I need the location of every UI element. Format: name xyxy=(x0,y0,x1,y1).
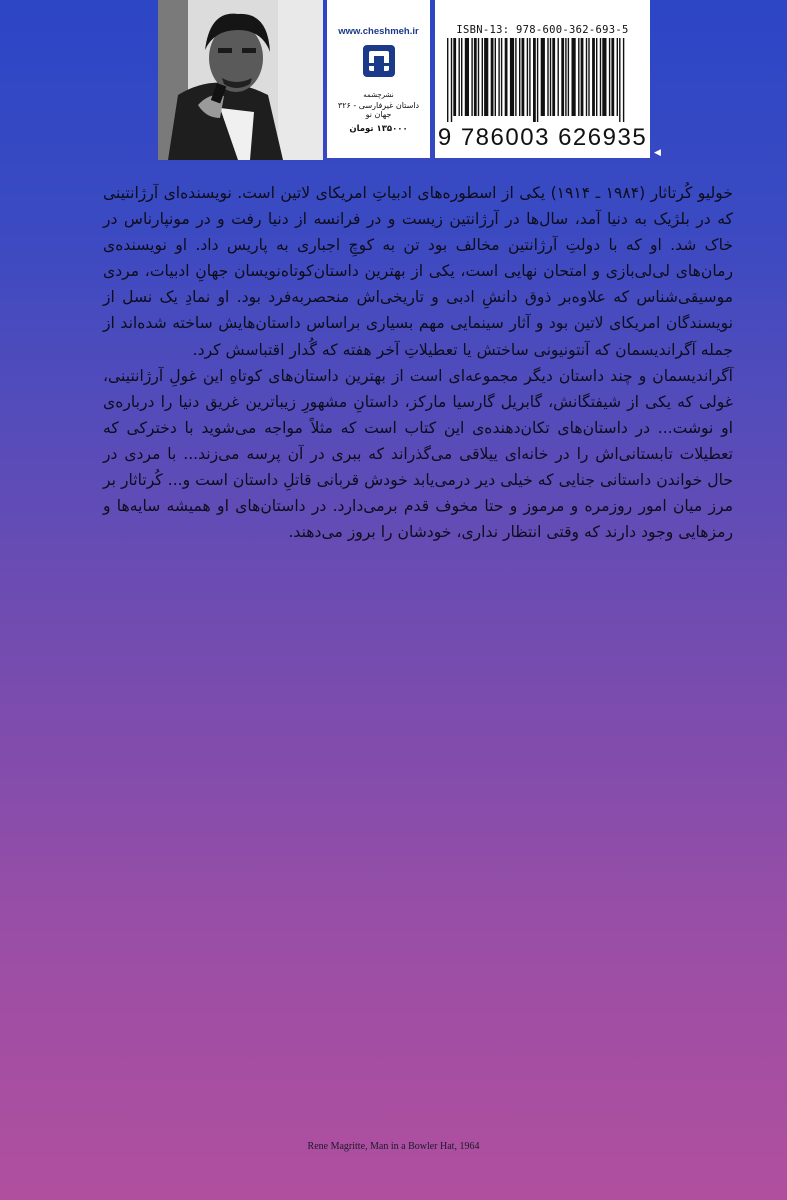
blurb-paragraph: آگراندیسمان و چند داستان دیگر مجموعه‌ای است از بهترین داستان‌های کوتاهِ این غولِ آرژانتینی، غولی که یکی از شیفتگانش، گابریل گارسیا مارکز، داستانِ مشهورِ زیباترین غریق دنیا را درباره‌ی او نوشت... در داستان‌های تکان‌دهنده‌ی این کتاب است که مثلاً مواجه می‌شوید با دخترکی که تعطیلات تابستانی‌اش را در خانه‌ای ییلاقی می‌گذراند که ببری در آن پرسه می‌زند... با مردی در حال خواندن داستانی جنایی که خیلی دیر درمی‌یابد خودش قربانی قاتلِ داستان است و... کُرتاثار بر مرز میان امور روزمره و مرموز و حتا مخوف قدم برمی‌دارد. در داستان‌های او همیشه سایه‌ها و رمزهایی وجود دارند که وقتی انتظار نداری، خودشان را بروز می‌دهند. xyxy=(103,366,733,542)
publisher-logo-icon xyxy=(327,43,430,83)
publisher-url: www.cheshmeh.ir xyxy=(338,26,419,37)
edge-arrow-icon: ◀ xyxy=(654,148,661,158)
publisher-series: داستان غیرفارسی - ۳۲۶ xyxy=(337,101,420,110)
barcode-bars xyxy=(445,38,640,122)
publisher-box xyxy=(327,0,430,158)
cover-art-credit: Rene Magritte, Man in a Bowler Hat, 1964 xyxy=(307,1141,480,1152)
barcode-box xyxy=(435,0,650,158)
isbn-label: ISBN-13: 978-600-362-693-5 xyxy=(456,24,629,36)
ean-number: 9 786003 626935 xyxy=(437,124,648,151)
author-photo xyxy=(158,0,323,160)
back-cover-blurb xyxy=(103,180,733,545)
publisher-series-label: نشرچشمه xyxy=(363,91,394,99)
price-label: ۱۳۵۰۰۰ تومان xyxy=(349,124,408,134)
publisher-subseries: جهان نو xyxy=(365,110,392,119)
blurb-paragraph: خولیو کُرتاثار (۱۹۸۴ ـ ۱۹۱۴) یکی از اسطوره‌های ادبیاتِ امریکای لاتین است. نویسنده‌ای آرژانتینی که در بلژیک به دنیا آمد، سال‌ها در آرژانتین زیست و در فرانسه از دنیا رفت و در مونپارناس در خاک شد. او که با دولتِ آرژانتین مخالف بود تن به کوچِ اجباری به پاریس داد. او نویسنده‌ی رمان‌های لی‌لی‌بازی و امتحان نهایی است، یکی از بهترین داستان‌کوتاه‌نویسان جهانِ ادبیات، مردی موسیقی‌شناس که علاوه‌بر ذوق دانشِ ادبی و تاریخی‌اش منحصربه‌فرد بود. او نمادِ یک نسل از نویسندگان امریکای لاتین بود و آثار سینمایی مهم بسیاری براساس داستان‌هایش ساخته شده‌اند از جمله آگراندیسمان که آنتونیونی ساختش یا تعطیلاتِ آخر هفته که گُدار اقتباسش کرد. xyxy=(103,184,733,359)
